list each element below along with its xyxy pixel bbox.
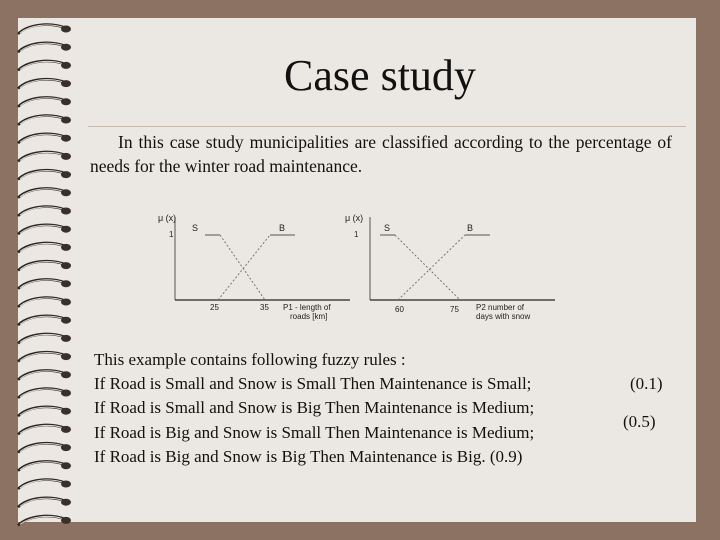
slide-title: Case study	[284, 51, 476, 100]
binding-ring	[18, 261, 71, 270]
right-mu-label: μ (x)	[345, 213, 364, 223]
rule-line: If Road is Small and Snow is Small Then Maintenance is Small;	[94, 374, 532, 394]
binding-ring	[18, 116, 71, 125]
left-one-label: 1	[169, 230, 174, 239]
binding-ring	[18, 407, 71, 416]
road-length-diagram	[158, 213, 350, 321]
left-tick-high: 35	[260, 303, 269, 312]
right-axis-caption-2: days with snow	[476, 312, 531, 321]
binding-ring	[18, 334, 71, 343]
factor-medium: (0.5)	[623, 412, 656, 431]
binding-ring	[18, 352, 71, 361]
binding-ring	[18, 152, 71, 161]
binding-ring	[18, 279, 71, 288]
left-big-label: B	[279, 223, 286, 233]
right-tick-low: 60	[395, 305, 404, 314]
binding-ring	[18, 188, 71, 197]
binding-ring	[18, 498, 71, 507]
right-small-label: S	[384, 223, 391, 233]
binding-ring	[18, 480, 71, 489]
rule-line: If Road is Big and Snow is Small Then Maintenance is Medium;	[94, 422, 535, 442]
binding-ring	[18, 170, 71, 179]
binding-ring	[18, 134, 71, 143]
right-one-label: 1	[354, 230, 359, 239]
left-big-slope	[218, 235, 270, 300]
binding-ring	[18, 316, 71, 325]
binding-ring	[18, 443, 71, 452]
binding-ring	[18, 298, 71, 307]
right-small-slope	[395, 235, 460, 300]
binding-ring	[18, 243, 71, 252]
left-small-slope	[220, 235, 265, 300]
rules-intro: This example contains following fuzzy rules :	[94, 350, 406, 369]
binding-ring	[18, 370, 71, 379]
binding-ring	[18, 207, 71, 216]
binding-ring	[18, 25, 71, 34]
binding-ring	[18, 516, 71, 525]
left-small-label: S	[192, 223, 199, 233]
binding-ring	[18, 389, 71, 398]
snow-days-diagram	[345, 213, 555, 321]
right-big-label: B	[467, 223, 474, 233]
left-mu-label: μ (x)	[158, 213, 177, 223]
left-axis-caption-2: roads [km]	[290, 312, 328, 321]
right-big-slope	[398, 235, 465, 300]
binding-ring	[18, 461, 71, 470]
right-axis-caption-1: P2 number of	[476, 303, 525, 312]
right-tick-high: 75	[450, 305, 459, 314]
fuzzy-rules	[94, 348, 614, 469]
binding-ring	[18, 225, 71, 234]
binding-ring	[18, 425, 71, 434]
title-divider	[88, 126, 686, 127]
factor-small: (0.1)	[630, 374, 663, 393]
left-tick-low: 25	[210, 303, 219, 312]
rule-line: If Road is Small and Snow is Big Then Maintenance is Medium;	[94, 398, 535, 418]
rule-line: If Road is Big and Snow is Big Then Maintenance is Big. (0.9)	[94, 446, 523, 466]
membership-diagrams	[150, 205, 570, 330]
left-axis-caption-1: P1 - length of	[283, 303, 331, 312]
intro-paragraph: In this case study municipalities are classified according to the percentage of needs for the winter road maintenance.	[90, 132, 672, 176]
